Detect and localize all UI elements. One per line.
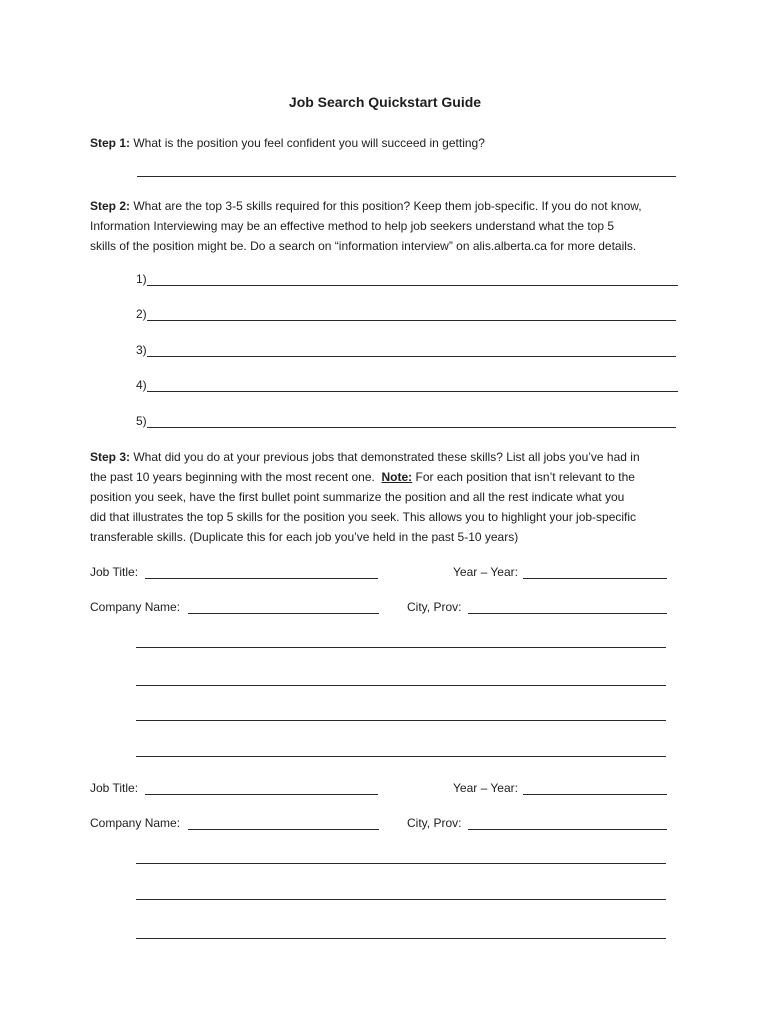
step2-line-2: Information Interviewing may be an effective method to help job seekers understand what the top 5 [90,219,615,233]
city-prov-line [468,613,667,614]
company-name-line [188,613,379,614]
step2-text: What are the top 3-5 skills required for this position? Keep them job-specific. If you do not know, [130,199,642,213]
skill-item-label-1: 1) [136,272,147,286]
year-range-line [523,578,667,579]
step3-line-4: did that illustrates the top 5 skills for the position you seek. This allows you to highlight your job-specific [90,510,637,524]
year-range-label: Year – Year: [453,781,518,795]
step3-line-3: position you seek, have the first bullet point summarize the position and all the rest indicate what you [90,490,625,504]
page-title: Job Search Quickstart Guide [288,94,482,110]
skill-item-label-5: 5) [136,414,147,428]
year-range-line [523,794,667,795]
job-detail-line [136,863,666,864]
step3-line-2-start: the past 10 years beginning with the most recent one. [90,470,382,484]
step1-answer-line [137,176,676,177]
city-prov-label: City, Prov: [407,816,462,830]
city-prov-label: City, Prov: [407,600,462,614]
job-detail-line [136,899,666,900]
skill-answer-line-4 [147,391,678,392]
job-detail-line [136,720,666,721]
skill-item-label-3: 3) [136,343,147,357]
job-title-line [145,794,378,795]
note-label: Note: [381,470,413,484]
company-name-label: Company Name: [90,600,181,614]
job-title-line [145,578,378,579]
skill-answer-line-5 [147,427,676,428]
step3-line-2 [90,469,635,485]
step2-line-3: skills of the position might be. Do a search on “information interview” on alis.alberta.ca for more details. [90,239,637,253]
job-detail-line [136,756,666,757]
job-detail-line [136,938,666,939]
job-detail-line [136,647,666,648]
step1-paragraph [90,135,485,151]
job-detail-line [136,685,666,686]
step1-label: Step 1: [90,136,131,150]
skill-item-label-4: 4) [136,378,147,392]
step3-line-5: transferable skills. (Duplicate this for each job you’ve held in the past 5-10 years) [90,530,519,544]
city-prov-line [468,829,667,830]
step2-label: Step 2: [90,199,131,213]
step3-text: What did you do at your previous jobs that demonstrated these skills? List all jobs you’ve had in [130,450,640,464]
company-name-line [188,829,379,830]
skill-answer-line-1 [147,285,678,286]
step3-line-1 [90,449,640,465]
step1-question: What is the position you feel confident you will succeed in getting? [130,136,485,150]
skill-answer-line-3 [147,356,676,357]
step3-line-2-end: For each position that isn’t relevant to the [412,470,635,484]
step3-label: Step 3: [90,450,131,464]
job-title-label: Job Title: [90,781,139,795]
year-range-label: Year – Year: [453,565,518,579]
skill-answer-line-2 [147,320,676,321]
skill-item-label-2: 2) [136,307,147,321]
company-name-label: Company Name: [90,816,181,830]
step2-line-1 [90,198,642,214]
job-title-label: Job Title: [90,565,139,579]
